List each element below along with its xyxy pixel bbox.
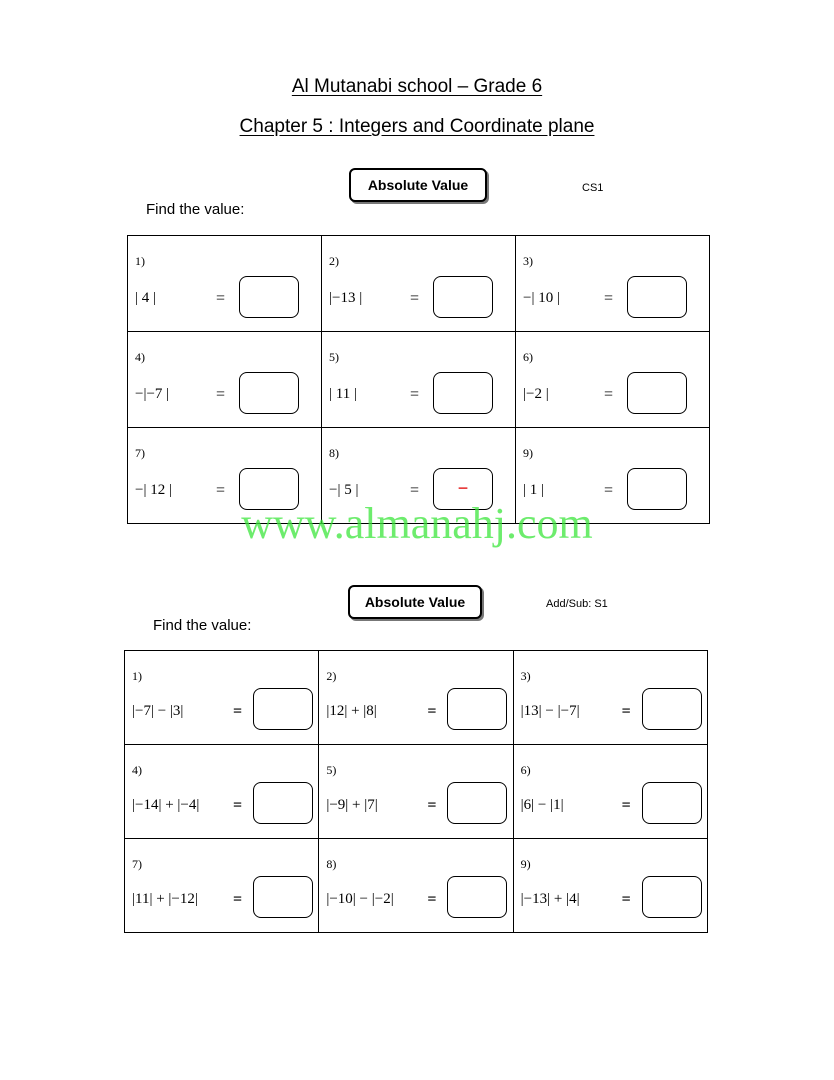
equals-sign: =	[427, 891, 437, 908]
exercise-number: 3)	[523, 254, 533, 268]
answer-box[interactable]	[642, 782, 702, 824]
equals-sign: =	[216, 290, 226, 307]
exercise-expression: |11| + |−12|	[132, 891, 198, 907]
exercise-number: 2)	[326, 669, 337, 683]
exercise-expression: |12| + |8|	[326, 703, 377, 719]
school-title: Al Mutanabi school – Grade 6	[291, 76, 543, 97]
equals-sign: =	[216, 482, 226, 499]
exercise-number: 7)	[135, 446, 145, 460]
exercise-number: 5)	[329, 350, 339, 364]
exercise-number: 9)	[523, 446, 533, 460]
equals-sign: =	[233, 797, 243, 814]
exercise-number: 9)	[520, 857, 531, 871]
chapter-title: Chapter 5 : Integers and Coordinate plane	[239, 116, 595, 137]
exercise-expression: |−7| − |3|	[132, 703, 184, 719]
exercise-expression: |−9| + |7|	[326, 797, 378, 813]
exercise-expression: |−14| + |−4|	[132, 797, 200, 813]
exercise-number: 4)	[135, 350, 145, 364]
exercise-number: 1)	[132, 669, 142, 683]
exercise-expression: |13| − |−7|	[520, 703, 580, 719]
exercise-number: 6)	[520, 763, 531, 777]
section2-title: Absolute Value	[348, 585, 482, 619]
section1-title: Absolute Value	[349, 168, 487, 202]
exercise-number: 3)	[520, 669, 531, 683]
exercise-cell	[513, 745, 707, 839]
watermark: www.almanahj.com	[241, 499, 593, 548]
exercise-cell	[319, 839, 513, 933]
exercise-cell	[319, 651, 513, 745]
section1-code: CS1	[582, 182, 604, 194]
exercise-number: 8)	[329, 446, 339, 460]
exercise-cell	[319, 745, 513, 839]
exercise-cell	[516, 332, 710, 428]
section1-grid	[127, 235, 710, 524]
section2-code: Add/Sub: S1	[546, 598, 608, 610]
exercise-cell	[128, 332, 322, 428]
equals-sign: =	[604, 290, 614, 307]
section1-prompt: Find the value:	[146, 201, 245, 218]
equals-sign: =	[410, 290, 420, 307]
equals-sign: =	[621, 703, 631, 720]
exercise-number: 4)	[132, 763, 142, 777]
exercise-cell	[513, 651, 707, 745]
exercise-expression: | 4 |	[135, 290, 157, 306]
exercise-number: 6)	[523, 350, 533, 364]
equals-sign: =	[604, 482, 614, 499]
exercise-number: 2)	[329, 254, 339, 268]
equals-sign: =	[427, 797, 437, 814]
answer-box[interactable]	[239, 372, 299, 414]
answer-box[interactable]	[447, 782, 507, 824]
answer-box[interactable]	[642, 876, 702, 918]
equals-sign: =	[233, 891, 243, 908]
answer-box[interactable]	[239, 276, 299, 318]
answer-box[interactable]	[642, 688, 702, 730]
exercise-expression: |−13 |	[329, 290, 363, 306]
exercise-expression: −| 5 |	[329, 482, 359, 498]
answer-box[interactable]	[253, 876, 313, 918]
section2-grid	[124, 650, 708, 933]
exercise-expression: |−10| − |−2|	[326, 891, 394, 907]
answer-box[interactable]	[253, 688, 313, 730]
exercise-expression: | 11 |	[329, 386, 357, 402]
equals-sign: =	[604, 386, 614, 403]
exercise-expression: |−13| + |4|	[520, 891, 580, 907]
equals-sign: =	[410, 482, 420, 499]
exercise-cell	[513, 839, 707, 933]
answer-box[interactable]	[433, 276, 493, 318]
exercise-number: 5)	[326, 763, 337, 777]
exercise-cell	[322, 236, 516, 332]
equals-sign: =	[621, 797, 631, 814]
answer-box[interactable]	[253, 782, 313, 824]
answer-box[interactable]	[627, 276, 687, 318]
answer-box[interactable]	[447, 688, 507, 730]
answer-box[interactable]	[627, 372, 687, 414]
equals-sign: =	[233, 703, 243, 720]
equals-sign: =	[410, 386, 420, 403]
answer-box[interactable]	[433, 372, 493, 414]
exercise-cell	[322, 332, 516, 428]
equals-sign: =	[427, 703, 437, 720]
exercise-cell	[125, 651, 319, 745]
exercise-cell	[516, 236, 710, 332]
exercise-expression: |−2 |	[523, 386, 549, 402]
equals-sign: =	[621, 891, 631, 908]
answer-box[interactable]	[447, 876, 507, 918]
exercise-expression: −| 12 |	[135, 482, 172, 498]
equals-sign: =	[216, 386, 226, 403]
exercise-number: 8)	[326, 857, 337, 871]
exercise-number: 7)	[132, 857, 142, 871]
exercise-cell	[128, 236, 322, 332]
exercise-number: 1)	[135, 254, 145, 268]
answer-box[interactable]: −	[433, 468, 493, 510]
exercise-cell	[125, 745, 319, 839]
section2-prompt: Find the value:	[153, 617, 252, 634]
exercise-expression: |6| − |1|	[520, 797, 564, 813]
exercise-expression: −|−7 |	[135, 386, 170, 402]
exercise-expression: −| 10 |	[523, 290, 560, 306]
exercise-expression: | 1 |	[523, 482, 545, 498]
exercise-cell	[125, 839, 319, 933]
